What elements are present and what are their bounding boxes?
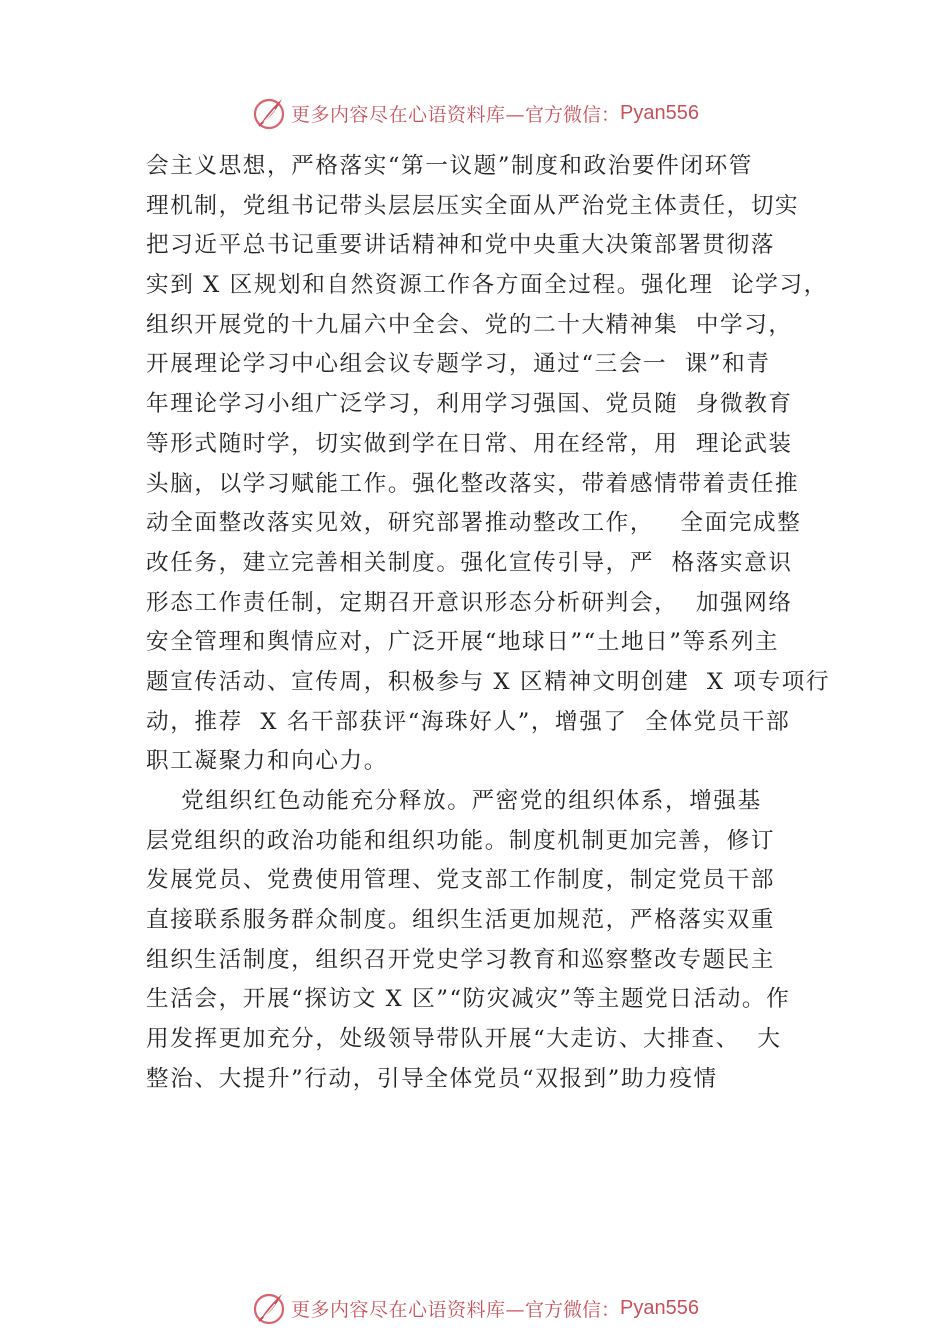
- body-line: 层党组织的政治功能和组织功能。制度机制更加完善，修订: [146, 827, 776, 854]
- body-line: 年理论学习小组广泛学习，利用学习强国、党员随 身微教育: [146, 391, 793, 418]
- footer-wechat-label: 官方微信：: [525, 1298, 621, 1321]
- body-line: 形态工作责任制，定期召开意识形态分析研判会， 加强网络: [146, 589, 793, 616]
- footer-wechat-id: Pyan556: [620, 1296, 699, 1319]
- body-line: 安全管理和舆情应对，广泛开展“地球日”“土地日”等系列主: [146, 629, 780, 656]
- header-wechat-id: Pyan556: [620, 101, 699, 124]
- body-line: 职工凝聚力和向心力。: [146, 748, 388, 775]
- body-line: 生活会，开展“探访文 X 区”“防灾减灾”等主题党日活动。作: [146, 986, 791, 1013]
- body-line: 把习近平总书记重要讲话精神和党中央重大决策部署贯彻落: [146, 232, 776, 259]
- header-wechat-label: 官方微信：: [525, 103, 621, 126]
- body-line: 实到 X 区规划和自然资源工作各方面全过程。强化理 论学习，: [146, 272, 828, 299]
- body-line: 等形式随时学，切实做到学在日常、用在经常，用 理论武装: [146, 430, 793, 457]
- quill-logo-icon: [251, 1290, 287, 1326]
- header-banner-text: 更多内容尽在心语资料库—: [291, 103, 526, 126]
- body-line: 组织生活制度，组织召开党史学习教育和巡察整改专题民主: [146, 946, 776, 973]
- body-line: 头脑，以学习赋能工作。强化整改落实，带着感情带着责任推: [146, 470, 800, 497]
- footer-banner-text: 更多内容尽在心语资料库—: [291, 1298, 526, 1321]
- body-line: 开展理论学习中心组会议专题学习，通过“三会一 课”和青: [146, 351, 771, 378]
- body-line: 动，推荐 X 名干部获评“海珠好人”，增强了 全体党员干部: [146, 708, 791, 735]
- body-line: 理机制，党组书记带头层层压实全面从严治党主体责任，切实: [146, 192, 800, 219]
- quill-logo-icon: [251, 95, 287, 131]
- body-line: 动全面整改落实见效，研究部署推动整改工作， 全面完成整: [146, 510, 802, 537]
- header-banner: [0, 93, 950, 133]
- body-line: 党组织红色动能充分释放。严密党的组织体系，增强基: [146, 788, 762, 814]
- footer-banner: [0, 1288, 950, 1328]
- document-body: [146, 147, 866, 1100]
- body-line: 用发挥更加充分，处级领导带队开展“大走访、大排查、 大: [146, 1026, 782, 1053]
- body-line: 改任务，建立完善相关制度。强化宣传引导，严 格落实意识: [146, 549, 793, 576]
- body-line: 会主义思想，严格落实“第一议题”制度和政治要件闭环管: [146, 153, 753, 179]
- body-line: 组织开展党的十九届六中全会、党的二十大精神集 中学习，: [146, 311, 793, 338]
- body-line: 直接联系服务群众制度。组织生活更加规范，严格落实双重: [146, 907, 776, 934]
- body-line: 整治、大提升”行动，引导全体党员“双报到”助力疫情: [146, 1065, 718, 1092]
- body-line: 发展党员、党费使用管理、党支部工作制度，制定党员干部: [146, 867, 776, 894]
- body-line: 题宣传活动、宣传周，积极参与 X 区精神文明创建 X 项专项行: [146, 668, 831, 695]
